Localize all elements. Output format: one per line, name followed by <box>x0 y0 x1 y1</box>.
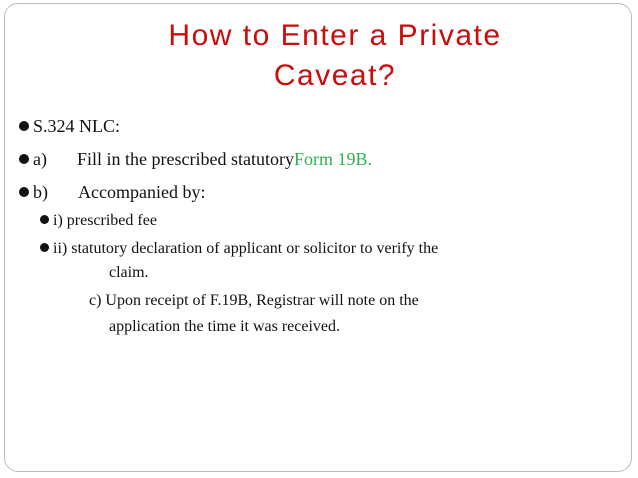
bullet-item-a <box>19 149 372 170</box>
bullet-label: a) <box>33 149 47 169</box>
bullet-label: b) <box>33 182 48 202</box>
note-line-2: application the time it was received. <box>109 318 341 335</box>
bullet-dot-icon <box>19 154 29 164</box>
bullet-text: Fill in the prescribed statutory <box>76 149 294 169</box>
bullet-dot-icon <box>40 243 49 252</box>
bullet-text: S.324 NLC: <box>33 116 121 136</box>
slide <box>4 3 632 472</box>
sub-item-declaration-continued: claim. <box>109 264 149 281</box>
sub-item-fee <box>40 212 157 230</box>
title-line-2: Caveat? <box>273 59 397 92</box>
sub-item-text: ii) statutory declaration of applicant or solicitor to verify the <box>53 240 439 257</box>
bullet-dot-icon <box>40 215 49 224</box>
sub-item-declaration <box>40 240 438 258</box>
title-line-1: How to Enter a Private <box>168 19 502 52</box>
bullet-text: Accompanied by: <box>78 182 206 202</box>
bullet-dot-icon <box>19 187 29 197</box>
note-line-1: c) Upon receipt of F.19B, Registrar will note on the <box>89 292 419 309</box>
form-19b-highlight: Form 19B. <box>293 149 372 169</box>
bullet-item-s324 <box>19 116 120 137</box>
slide-title <box>65 16 605 96</box>
bullet-item-b <box>19 182 205 203</box>
sub-item-text: i) prescribed fee <box>53 212 157 229</box>
bullet-dot-icon <box>19 121 29 131</box>
